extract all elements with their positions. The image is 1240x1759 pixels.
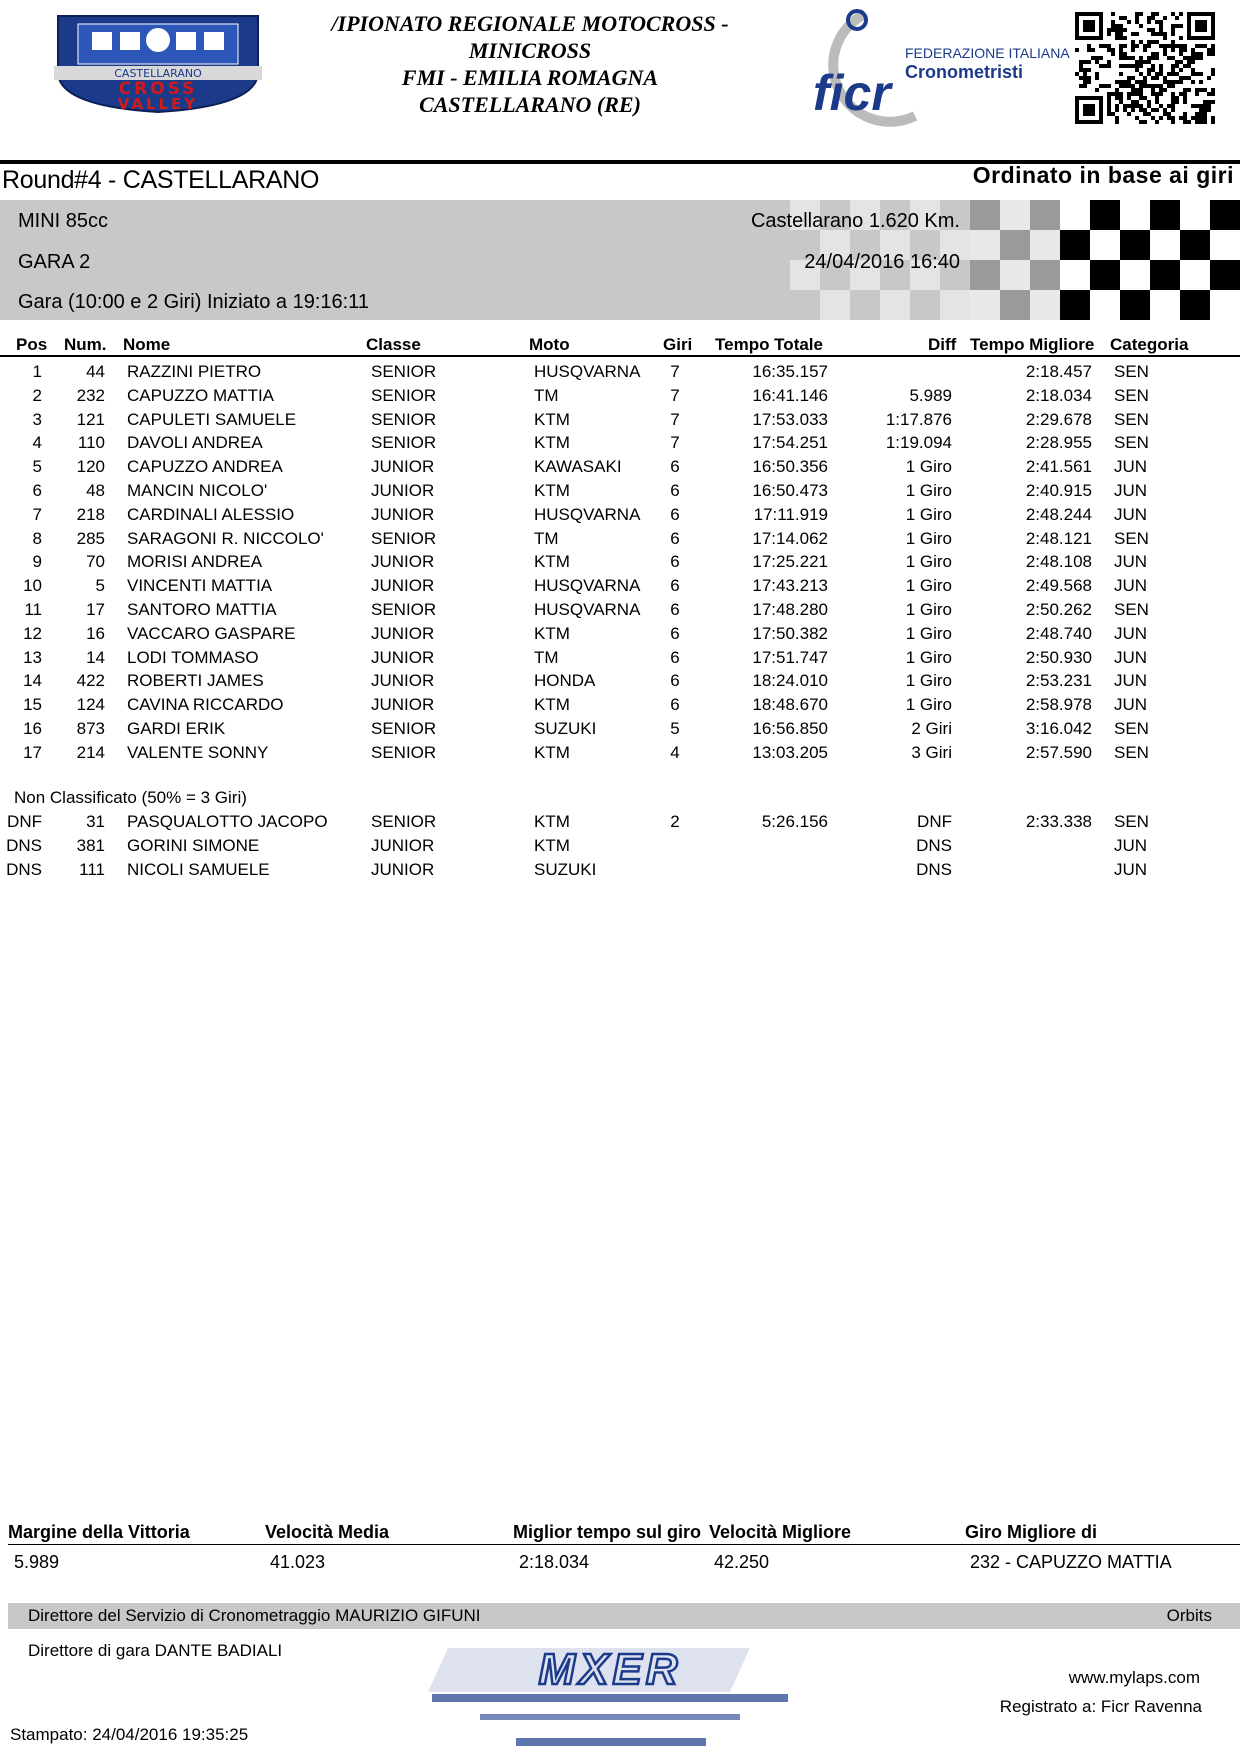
cell-total: 17:11.919 bbox=[753, 504, 828, 524]
table-row bbox=[0, 622, 1240, 646]
cell-cat: SEN bbox=[1114, 599, 1149, 619]
cell-total: 17:43.213 bbox=[752, 576, 828, 596]
avg-speed-label: Velocità Media bbox=[265, 1522, 390, 1542]
table-row bbox=[0, 858, 1240, 882]
best-lap-label: Miglior tempo sul giro bbox=[513, 1522, 701, 1542]
cell-moto: SUZUKI bbox=[534, 718, 597, 738]
cell-pos: 8 bbox=[32, 528, 42, 548]
ficr-text-cronometristi: Cronometristi bbox=[905, 62, 1024, 82]
table-row bbox=[0, 431, 1240, 455]
col-header-laps: Giri bbox=[663, 335, 693, 354]
cross-valley-logo bbox=[48, 10, 268, 114]
cell-moto: KTM bbox=[534, 812, 570, 831]
cell-moto: KTM bbox=[534, 742, 570, 762]
mxer-logo bbox=[420, 1636, 800, 1754]
cell-class: JUNIOR bbox=[371, 835, 435, 855]
cell-total: 17:50.382 bbox=[752, 623, 828, 643]
avg-speed-value: 41.023 bbox=[270, 1552, 326, 1572]
cell-total: 16:50.356 bbox=[752, 457, 828, 477]
cell-pos: 13 bbox=[23, 647, 42, 667]
cell-num: 232 bbox=[76, 385, 105, 405]
cell-num: 16 bbox=[86, 623, 105, 643]
race-name: GARA 2 bbox=[18, 251, 91, 273]
cell-laps: 6 bbox=[670, 528, 680, 548]
cell-cat: JUN bbox=[1114, 552, 1148, 572]
cell-class: JUNIOR bbox=[371, 623, 435, 643]
non-classified-table bbox=[0, 810, 1240, 881]
cell-cat: SEN bbox=[1114, 385, 1149, 405]
cell-cat: JUN bbox=[1114, 671, 1148, 691]
cell-name: CAPULETI SAMUELE bbox=[127, 409, 297, 429]
best-rider-value: 232 - CAPUZZO MATTIA bbox=[970, 1552, 1172, 1572]
cell-best: 2:50.930 bbox=[1025, 647, 1092, 667]
cell-moto: SUZUKI bbox=[534, 859, 597, 879]
cell-moto: TM bbox=[534, 385, 559, 405]
cell-pos: 7 bbox=[32, 504, 42, 524]
cell-num: 70 bbox=[86, 552, 105, 572]
cell-laps: 6 bbox=[670, 623, 680, 643]
cell-cat: SEN bbox=[1114, 433, 1149, 453]
sort-title: Ordinato in base ai giri bbox=[972, 162, 1234, 188]
cell-total: 17:25.221 bbox=[752, 552, 828, 572]
cell-laps: 2 bbox=[670, 812, 680, 831]
table-row bbox=[0, 527, 1240, 551]
cell-laps: 6 bbox=[670, 576, 680, 596]
cell-name: CAVINA RICCARDO bbox=[127, 695, 284, 715]
cell-best: 2:58.978 bbox=[1025, 695, 1092, 715]
timing-director-band bbox=[8, 1603, 1240, 1629]
cell-name: VINCENTI MATTIA bbox=[127, 576, 273, 596]
col-header-num: Num. bbox=[64, 335, 107, 354]
cell-total: 17:54.251 bbox=[752, 433, 828, 453]
registered-to: Registrato a: Ficr Ravenna bbox=[999, 1697, 1202, 1716]
mxer-logo-text: MXER bbox=[538, 1645, 682, 1694]
cell-pos: 16 bbox=[23, 718, 42, 738]
cell-name: MANCIN NICOLO' bbox=[127, 480, 268, 500]
cell-pos: 12 bbox=[23, 623, 42, 643]
cell-moto: KTM bbox=[534, 552, 570, 572]
cell-name: CARDINALI ALESSIO bbox=[127, 504, 295, 524]
table-row bbox=[0, 360, 1240, 384]
table-row bbox=[0, 598, 1240, 622]
cell-cat: JUN bbox=[1114, 647, 1148, 667]
race-director: Direttore di gara DANTE BADIALI bbox=[28, 1641, 283, 1660]
cell-diff: 1 Giro bbox=[905, 599, 952, 619]
cell-name: PASQUALOTTO JACOPO bbox=[127, 812, 328, 831]
cell-num: 17 bbox=[86, 599, 105, 619]
table-row bbox=[0, 693, 1240, 717]
cell-moto: HUSQVARNA bbox=[534, 599, 641, 619]
cell-num: 48 bbox=[86, 480, 105, 500]
cell-laps: 4 bbox=[670, 742, 680, 762]
cell-pos: DNS bbox=[6, 835, 42, 855]
cell-num: 214 bbox=[76, 742, 105, 762]
cell-total: 16:41.146 bbox=[752, 385, 828, 405]
cell-name: LODI TOMMASO bbox=[127, 647, 259, 667]
cell-num: 14 bbox=[86, 647, 105, 667]
printed-timestamp: Stampato: 24/04/2016 19:35:25 bbox=[10, 1725, 249, 1744]
cell-cat: JUN bbox=[1114, 457, 1148, 477]
cell-moto: KTM bbox=[534, 695, 570, 715]
cell-name: MORISI ANDREA bbox=[127, 552, 263, 572]
ficr-logo bbox=[805, 6, 1070, 126]
cell-best: 2:48.108 bbox=[1025, 552, 1092, 572]
cell-pos: 11 bbox=[24, 599, 42, 619]
cell-num: 31 bbox=[86, 812, 105, 831]
cell-total: 5:26.156 bbox=[761, 812, 828, 831]
cell-total: 17:48.280 bbox=[752, 599, 828, 619]
cell-moto: KTM bbox=[534, 433, 570, 453]
event-line-4: CASTELLARANO (RE) bbox=[419, 92, 641, 117]
cell-moto: HUSQVARNA bbox=[534, 362, 641, 381]
cell-cat: SEN bbox=[1114, 362, 1149, 381]
cell-cat: SEN bbox=[1114, 528, 1149, 548]
cell-num: 873 bbox=[76, 718, 105, 738]
cell-moto: TM bbox=[534, 528, 559, 548]
results-table bbox=[0, 360, 1240, 765]
cell-moto: KTM bbox=[534, 623, 570, 643]
race-datetime: 24/04/2016 16:40 bbox=[804, 251, 960, 273]
stats-rule bbox=[8, 1544, 1240, 1545]
cell-diff: 1 Giro bbox=[905, 647, 952, 667]
table-row bbox=[0, 384, 1240, 408]
cell-total: 18:48.670 bbox=[752, 695, 828, 715]
cell-diff: DNS bbox=[916, 859, 952, 879]
ficr-text-federazione: FEDERAZIONE ITALIANA bbox=[905, 45, 1070, 61]
cell-best: 2:29.678 bbox=[1025, 409, 1092, 429]
race-category: MINI 85cc bbox=[18, 210, 109, 232]
cell-total: 16:35.157 bbox=[752, 362, 828, 381]
cell-best: 2:40.915 bbox=[1025, 480, 1092, 500]
cell-best: 2:41.561 bbox=[1025, 457, 1092, 477]
cell-name: CAPUZZO MATTIA bbox=[127, 385, 275, 405]
cell-name: ROBERTI JAMES bbox=[127, 671, 264, 691]
event-line-2: MINICROSS bbox=[468, 38, 592, 63]
cell-num: 120 bbox=[76, 457, 105, 477]
cell-diff: 1 Giro bbox=[905, 457, 952, 477]
qr-code-icon bbox=[1075, 12, 1215, 124]
cell-class: SENIOR bbox=[371, 528, 437, 548]
best-speed-label: Velocità Migliore bbox=[709, 1522, 852, 1542]
cell-diff: 1 Giro bbox=[905, 504, 952, 524]
cell-laps: 5 bbox=[670, 718, 680, 738]
round-title: Round#4 - CASTELLARANO bbox=[2, 166, 320, 194]
cell-class: SENIOR bbox=[371, 812, 437, 831]
cell-best: 2:18.034 bbox=[1025, 385, 1092, 405]
cell-pos: 10 bbox=[23, 576, 42, 596]
cell-best: 2:57.590 bbox=[1025, 742, 1092, 762]
cell-pos: 3 bbox=[32, 409, 42, 429]
cell-best: 2:50.262 bbox=[1025, 599, 1092, 619]
cell-pos: 17 bbox=[23, 742, 42, 762]
best-rider-label: Giro Migliore di bbox=[965, 1522, 1098, 1542]
cell-name: VACCARO GASPARE bbox=[127, 623, 296, 643]
table-row bbox=[0, 479, 1240, 503]
cell-pos: 14 bbox=[23, 671, 42, 691]
timing-director: Direttore del Servizio di Cronometraggio MAURIZIO GIFUNI bbox=[28, 1606, 481, 1625]
timing-system: Orbits bbox=[1166, 1606, 1212, 1625]
cell-moto: HUSQVARNA bbox=[534, 504, 641, 524]
table-row bbox=[0, 455, 1240, 479]
col-header-pos: Pos bbox=[16, 335, 48, 354]
cell-pos: 1 bbox=[32, 362, 42, 381]
col-header-class: Classe bbox=[366, 335, 421, 354]
logo-text-cross: CROSS bbox=[118, 79, 198, 99]
cell-class: SENIOR bbox=[371, 599, 437, 619]
cell-laps: 6 bbox=[670, 480, 680, 500]
cell-diff: 3 Giri bbox=[911, 742, 952, 762]
cell-name: RAZZINI PIETRO bbox=[127, 362, 262, 381]
event-line-1: /IPIONATO REGIONALE MOTOCROSS - bbox=[331, 11, 729, 36]
cell-name: CAPUZZO ANDREA bbox=[127, 457, 283, 477]
col-header-diff: Diff bbox=[928, 335, 957, 354]
cell-best: 3:16.042 bbox=[1025, 718, 1092, 738]
cell-class: SENIOR bbox=[371, 742, 437, 762]
cell-laps: 7 bbox=[670, 385, 680, 405]
race-detail: Gara (10:00 e 2 Giri) Iniziato a 19:16:11 bbox=[18, 291, 369, 313]
cell-laps: 6 bbox=[670, 457, 680, 477]
cell-diff: 1 Giro bbox=[905, 528, 952, 548]
cell-pos: 4 bbox=[32, 433, 42, 453]
cell-num: 124 bbox=[76, 695, 105, 715]
col-header-best: Tempo Migliore bbox=[970, 335, 1095, 354]
cell-cat: SEN bbox=[1114, 409, 1149, 429]
cell-cat: JUN bbox=[1114, 576, 1148, 596]
cell-cat: SEN bbox=[1114, 812, 1149, 831]
cell-num: 285 bbox=[76, 528, 105, 548]
logo-text-castellarano: CASTELLARANO bbox=[114, 67, 202, 80]
website: www.mylaps.com bbox=[1068, 1668, 1200, 1687]
cell-pos: 15 bbox=[23, 695, 42, 715]
table-header-rule bbox=[0, 355, 1240, 357]
cell-total: 16:56.850 bbox=[752, 718, 828, 738]
cell-cat: JUN bbox=[1114, 480, 1148, 500]
cell-best: 2:18.457 bbox=[1025, 362, 1092, 381]
cell-total: 17:53.033 bbox=[752, 409, 828, 429]
cell-laps: 6 bbox=[670, 504, 680, 524]
table-row bbox=[0, 834, 1240, 858]
table-row bbox=[0, 503, 1240, 527]
cell-laps: 7 bbox=[670, 433, 680, 453]
cell-laps: 7 bbox=[670, 362, 680, 381]
cell-class: JUNIOR bbox=[371, 457, 435, 477]
cell-total: 17:14.062 bbox=[752, 528, 828, 548]
cell-diff: 1 Giro bbox=[905, 552, 952, 572]
cell-moto: KTM bbox=[534, 480, 570, 500]
cell-class: JUNIOR bbox=[371, 504, 435, 524]
cell-class: JUNIOR bbox=[371, 695, 435, 715]
cell-pos: 2 bbox=[32, 385, 42, 405]
cell-pos: DNF bbox=[7, 812, 42, 831]
cell-cat: SEN bbox=[1114, 742, 1149, 762]
cell-best: 2:33.338 bbox=[1025, 812, 1092, 831]
cell-name: SANTORO MATTIA bbox=[127, 599, 277, 619]
table-row bbox=[0, 741, 1240, 765]
cell-moto: KTM bbox=[534, 835, 570, 855]
cell-laps: 6 bbox=[670, 599, 680, 619]
cell-best: 2:28.955 bbox=[1025, 433, 1092, 453]
cell-diff: 1 Giro bbox=[905, 671, 952, 691]
logo-text-valley: VALLEY bbox=[117, 95, 199, 113]
cell-moto: KTM bbox=[534, 409, 570, 429]
cell-diff: DNF bbox=[917, 812, 952, 831]
cell-moto: TM bbox=[534, 647, 559, 667]
cell-diff: DNS bbox=[916, 835, 952, 855]
cell-laps: 6 bbox=[670, 647, 680, 667]
cell-cat: JUN bbox=[1114, 695, 1148, 715]
cell-laps: 6 bbox=[670, 671, 680, 691]
cell-diff: 1 Giro bbox=[905, 480, 952, 500]
table-row bbox=[0, 669, 1240, 693]
cell-cat: JUN bbox=[1114, 504, 1148, 524]
event-line-3: FMI - EMILIA ROMAGNA bbox=[401, 65, 659, 90]
cell-diff: 2 Giri bbox=[911, 718, 952, 738]
cell-cat: JUN bbox=[1114, 623, 1148, 643]
cell-cat: SEN bbox=[1114, 718, 1149, 738]
cell-name: GARDI ERIK bbox=[127, 718, 226, 738]
cell-class: SENIOR bbox=[371, 409, 437, 429]
cell-class: JUNIOR bbox=[371, 480, 435, 500]
cell-num: 422 bbox=[76, 671, 105, 691]
cell-pos: 9 bbox=[32, 552, 42, 572]
cell-total: 13:03.205 bbox=[752, 742, 828, 762]
cell-num: 218 bbox=[76, 504, 105, 524]
cell-total: 16:50.473 bbox=[752, 480, 828, 500]
cell-best: 2:48.740 bbox=[1025, 623, 1092, 643]
cell-class: SENIOR bbox=[371, 362, 437, 381]
cell-best: 2:53.231 bbox=[1025, 671, 1092, 691]
cell-class: SENIOR bbox=[371, 718, 437, 738]
table-row bbox=[0, 550, 1240, 574]
margin-value: 5.989 bbox=[14, 1552, 60, 1572]
cell-name: VALENTE SONNY bbox=[127, 742, 269, 762]
cell-class: JUNIOR bbox=[371, 671, 435, 691]
table-row bbox=[0, 408, 1240, 432]
cell-num: 44 bbox=[86, 362, 105, 381]
non-classified-label: Non Classificato (50% = 3 Giri) bbox=[14, 788, 247, 807]
cell-moto: KAWASAKI bbox=[534, 457, 622, 477]
best-lap-value: 2:18.034 bbox=[519, 1552, 590, 1572]
cell-class: JUNIOR bbox=[371, 647, 435, 667]
cell-pos: 5 bbox=[32, 457, 42, 477]
track-info: Castellarano 1.620 Km. bbox=[750, 210, 960, 232]
col-header-moto: Moto bbox=[529, 335, 570, 354]
table-row bbox=[0, 574, 1240, 598]
cell-laps: 6 bbox=[670, 552, 680, 572]
cell-pos: 6 bbox=[32, 480, 42, 500]
cell-name: GORINI SIMONE bbox=[127, 835, 260, 855]
cell-best: 2:49.568 bbox=[1025, 576, 1092, 596]
cell-laps: 6 bbox=[670, 695, 680, 715]
cell-moto: HUSQVARNA bbox=[534, 576, 641, 596]
cell-diff: 1 Giro bbox=[905, 576, 952, 596]
cell-num: 5 bbox=[95, 576, 105, 596]
cell-diff: 5.989 bbox=[909, 385, 952, 405]
table-row bbox=[0, 810, 1240, 834]
col-header-name: Nome bbox=[123, 335, 171, 354]
best-speed-value: 42.250 bbox=[714, 1552, 770, 1572]
cell-best: 2:48.244 bbox=[1025, 504, 1092, 524]
cell-num: 111 bbox=[79, 859, 105, 879]
cell-class: JUNIOR bbox=[371, 552, 435, 572]
col-header-cat: Categoria bbox=[1110, 335, 1189, 354]
cell-total: 18:24.010 bbox=[752, 671, 828, 691]
cell-class: JUNIOR bbox=[371, 576, 435, 596]
col-header-total: Tempo Totale bbox=[715, 335, 823, 354]
cell-name: NICOLI SAMUELE bbox=[127, 859, 270, 879]
event-title bbox=[280, 10, 780, 118]
cell-diff: 1:19.094 bbox=[885, 433, 952, 453]
cell-diff: 1 Giro bbox=[905, 695, 952, 715]
cell-best: 2:48.121 bbox=[1025, 528, 1092, 548]
cell-moto: HONDA bbox=[534, 671, 596, 691]
cell-total: 17:51.747 bbox=[752, 647, 828, 667]
table-row bbox=[0, 646, 1240, 670]
cell-diff: 1 Giro bbox=[905, 623, 952, 643]
cell-laps: 7 bbox=[670, 409, 680, 429]
cell-cat: JUN bbox=[1114, 859, 1148, 879]
cell-name: SARAGONI R. NICCOLO' bbox=[127, 528, 324, 548]
cell-class: JUNIOR bbox=[371, 859, 435, 879]
cell-name: DAVOLI ANDREA bbox=[127, 433, 263, 453]
cell-num: 110 bbox=[77, 433, 105, 453]
margin-label: Margine della Vittoria bbox=[8, 1522, 190, 1542]
cell-cat: JUN bbox=[1114, 835, 1148, 855]
table-row bbox=[0, 717, 1240, 741]
cell-class: SENIOR bbox=[371, 385, 437, 405]
cell-num: 121 bbox=[76, 409, 105, 429]
cell-class: SENIOR bbox=[371, 433, 437, 453]
cell-diff: 1:17.876 bbox=[885, 409, 952, 429]
cell-pos: DNS bbox=[6, 859, 42, 879]
cell-num: 381 bbox=[76, 835, 105, 855]
ficr-text-ficr: ficr bbox=[813, 65, 891, 121]
